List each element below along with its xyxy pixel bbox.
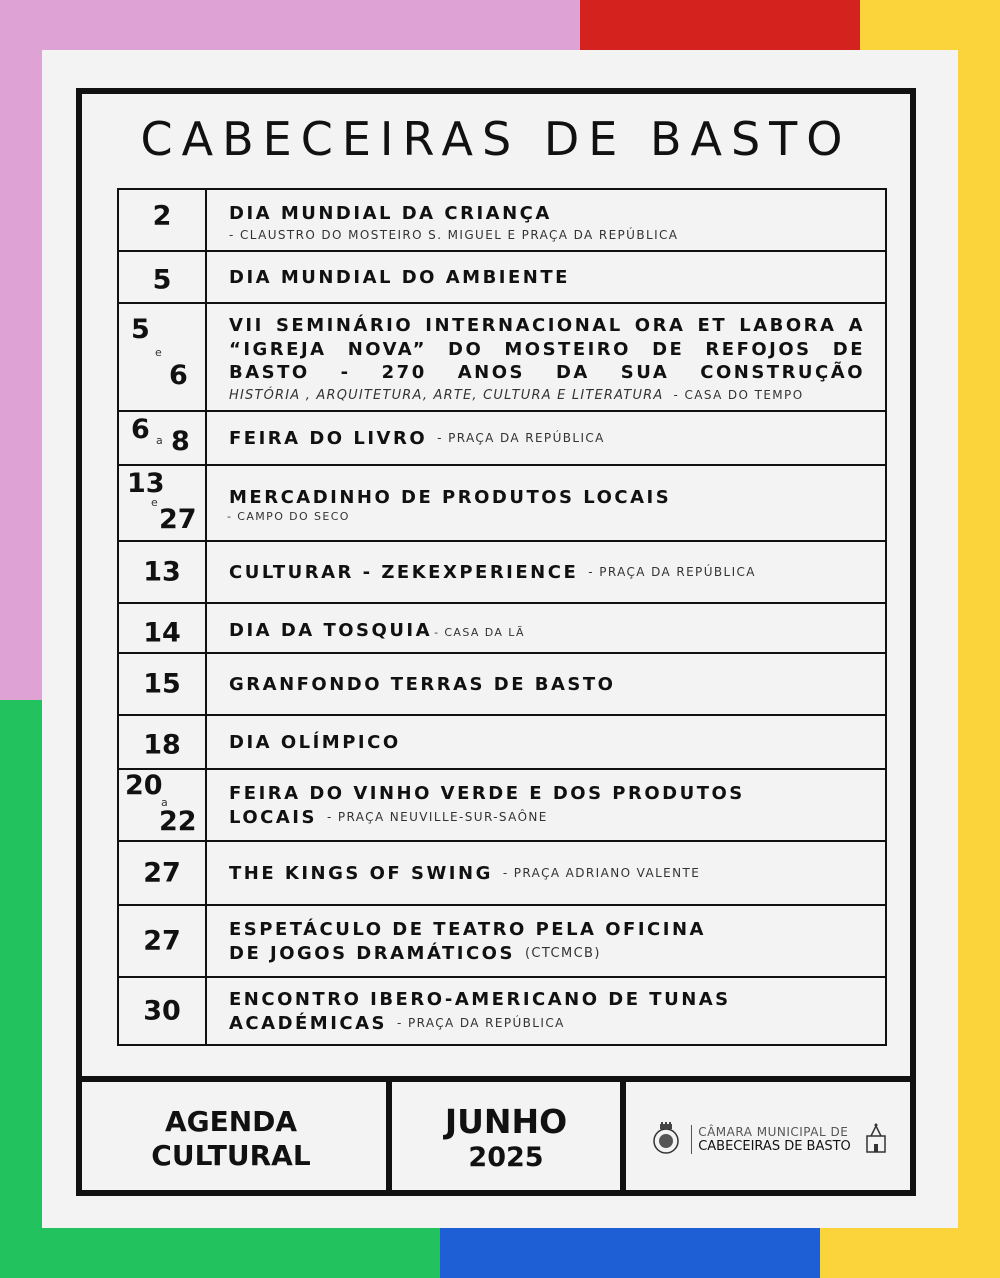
event-day <box>119 604 207 652</box>
day-to: 27 <box>159 504 197 535</box>
day-number: 18 <box>143 729 181 761</box>
day-number: 2 <box>152 200 172 232</box>
agenda-line: AGENDA <box>164 1105 298 1138</box>
event-row <box>119 906 885 978</box>
event-name-line: ENCONTRO IBERO-AMERICANO DE TUNAS <box>229 989 731 1010</box>
event-info <box>207 252 885 302</box>
event-day <box>119 842 207 904</box>
day-connector: a <box>161 796 168 809</box>
event-name-line: FEIRA DO VINHO VERDE E DOS PRODUTOS <box>229 783 745 804</box>
event-place: - CASA DA LÃ <box>434 626 525 639</box>
agenda-line: CULTURAL <box>151 1139 311 1172</box>
event-place: - PRAÇA ADRIANO VALENTE <box>502 866 701 880</box>
month-label: JUNHO <box>444 1102 568 1141</box>
event-info <box>207 190 885 250</box>
event-info <box>207 542 885 602</box>
event-name: MERCADINHO DE PRODUTOS LOCAIS <box>229 486 672 508</box>
event-info <box>207 842 885 904</box>
event-name: CULTURAR - ZEKEXPERIENCE <box>229 562 579 583</box>
logo-text <box>691 1125 851 1154</box>
event-info <box>207 978 885 1044</box>
event-name: DIA OLÍMPICO <box>229 732 401 753</box>
event-row <box>119 978 885 1046</box>
event-place: - CAMPO DO SECO <box>227 509 350 523</box>
day-number: 30 <box>143 995 181 1027</box>
event-day <box>119 906 207 976</box>
day-connector: a <box>156 434 163 447</box>
event-info <box>207 716 885 768</box>
event-place: - CASA DO TEMPO <box>673 387 804 402</box>
event-row <box>119 604 885 654</box>
event-day <box>119 716 207 768</box>
footer <box>76 1076 916 1196</box>
event-row <box>119 412 885 466</box>
event-info <box>207 604 885 652</box>
monastery-icon <box>861 1122 891 1156</box>
event-info <box>207 412 885 464</box>
event-place: - PRAÇA DA REPÚBLICA <box>437 431 605 445</box>
event-name-line: ESPETÁCULO DE TEATRO PELA OFICINA <box>229 919 706 940</box>
event-place: - PRAÇA DA REPÚBLICA <box>588 565 756 579</box>
day-number: 27 <box>143 857 181 889</box>
event-row <box>119 842 885 906</box>
event-row <box>119 770 885 842</box>
agenda-label <box>76 1082 392 1196</box>
event-name-line: VII SEMINÁRIO INTERNACIONAL ORA ET LABORA A <box>229 314 865 336</box>
events-table <box>117 188 887 1046</box>
event-name-line: BASTO - 270 ANOS DA SUA CONSTRUÇÃO <box>229 361 865 383</box>
day-to: 6 <box>169 360 188 391</box>
event-name: GRANFONDO TERRAS DE BASTO <box>229 674 616 695</box>
municipality-logo <box>626 1082 916 1196</box>
event-row <box>119 190 885 252</box>
day-number: 14 <box>143 617 181 649</box>
event-subtitle: HISTÓRIA , ARQUITETURA, ARTE, CULTURA E LITERATURA <box>229 387 664 403</box>
event-day <box>119 252 207 302</box>
event-row <box>119 466 885 542</box>
day-number: 15 <box>143 668 181 700</box>
event-name: FEIRA DO LIVRO <box>229 428 428 449</box>
event-place: (CTCMCB) <box>524 946 601 961</box>
page-title: CABECEIRAS DE BASTO <box>140 112 852 166</box>
event-name: DIA MUNDIAL DO AMBIENTE <box>229 267 570 288</box>
event-name: THE KINGS OF SWING <box>229 863 493 884</box>
event-info <box>207 906 885 976</box>
day-number: 13 <box>143 556 181 588</box>
day-to: 8 <box>171 426 190 457</box>
event-name: DIA MUNDIAL DA CRIANÇA <box>229 203 552 224</box>
day-from: 5 <box>131 314 150 345</box>
day-connector: e <box>151 496 158 509</box>
event-row <box>119 304 885 412</box>
event-name-line: ACADÉMICAS <box>229 1013 388 1034</box>
logo-line: CÂMARA MUNICIPAL DE <box>698 1124 849 1139</box>
event-day <box>119 654 207 714</box>
event-info <box>207 466 885 540</box>
event-row <box>119 716 885 770</box>
month-year <box>392 1082 626 1196</box>
event-day <box>119 978 207 1044</box>
event-place: - PRAÇA NEUVILLE-SUR-SAÔNE <box>326 810 548 824</box>
event-day <box>119 190 207 250</box>
year-label: 2025 <box>468 1142 544 1173</box>
event-name-line: “IGREJA NOVA” DO MOSTEIRO DE REFOJOS DE <box>229 338 865 360</box>
day-connector: e <box>155 346 162 359</box>
event-day <box>119 542 207 602</box>
day-from: 6 <box>131 414 150 445</box>
event-row <box>119 542 885 604</box>
event-name: DIA DA TOSQUIA <box>229 620 433 641</box>
event-name-line: DE JOGOS DRAMÁTICOS <box>229 943 515 964</box>
event-place: - PRAÇA DA REPÚBLICA <box>397 1016 565 1030</box>
event-info <box>207 304 885 410</box>
event-row <box>119 252 885 304</box>
event-info <box>207 770 885 840</box>
day-from: 20 <box>125 770 163 801</box>
logo-line: CABECEIRAS DE BASTO <box>698 1138 851 1154</box>
day-to: 22 <box>159 806 197 837</box>
event-day <box>119 304 207 410</box>
event-name-line: LOCAIS <box>229 807 317 828</box>
day-number: 5 <box>152 264 172 295</box>
crest-icon <box>651 1122 681 1156</box>
event-day <box>119 770 207 840</box>
event-place: - CLAUSTRO DO MOSTEIRO S. MIGUEL E PRAÇA DA REPÚBLICA <box>229 228 679 242</box>
event-day <box>119 412 207 464</box>
event-day <box>119 466 207 540</box>
day-number: 27 <box>143 925 181 957</box>
event-info <box>207 654 885 714</box>
day-from: 13 <box>127 468 165 499</box>
event-row <box>119 654 885 716</box>
